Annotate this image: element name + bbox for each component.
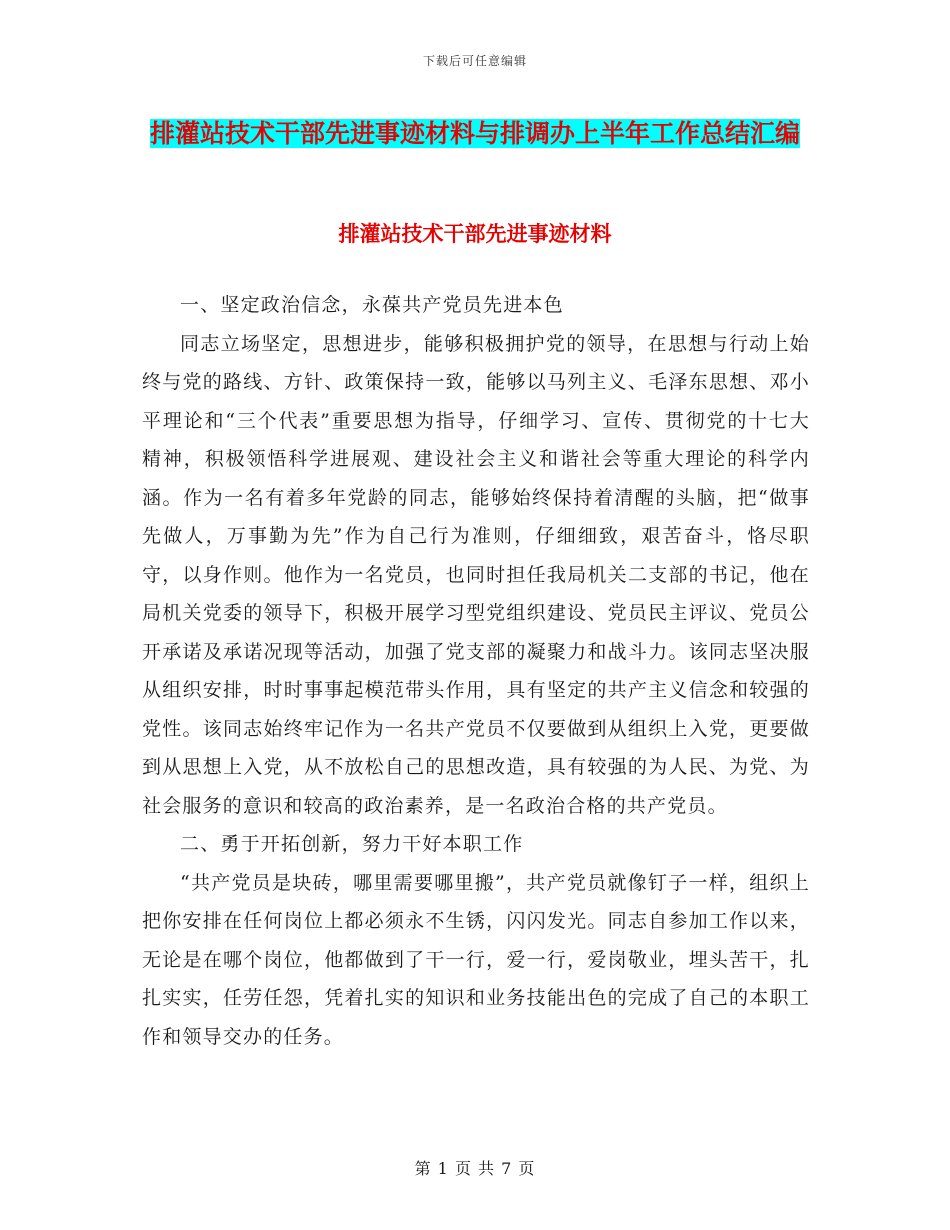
page-number: 第 1 页 共 7 页	[414, 1159, 536, 1178]
document-body	[142, 286, 810, 1056]
header-note: 下载后可任意编辑	[422, 54, 527, 68]
section-heading-1: 一、坚定政治信念，永葆共产党员先进本色	[180, 294, 564, 316]
body-paragraph-1: 同志立场坚定，思想进步，能够积极拥护党的领导，在思想与行动上始终与党的路线、方针、政策保持一致，能够以马列主义、毛泽东思想、邓小平理论和“三个代表”重要思想为指导，仔细学习、宣传、贯彻党的十七大精神，积极领悟科学进展观、建设社会主义和谐社会等重大理论的科学内涵。作为一名有着多年党龄的同志，能够始终保持着清醒的头脑，把“做事先做人，万事勤为先”作为自己行为准则，仔细细致，艰苦奋斗，恪尽职守，以身作则。他作为一名党员，也同时担任我局机关二支部的书记，他在局机关党委的领导下，积极开展学习型党组织建设、党员民主评议、党员公开承诺及承诺况现等活动，加强了党支部的凝聚力和战斗力。该同志坚决服从组织安排，时时事事起模范带头作用，具有坚定的共产主义信念和较强的党性。该同志始终牢记作为一名共产党员不仅要做到从组织上入党，更要做到从思想上入党，从不放松自己的思想改造，具有较强的为人民、为党、为社会服务的意识和较高的政治素养，是一名政治合格的共产党员。	[142, 332, 810, 817]
body-paragraph-2: “共产党员是块砖，哪里需要哪里搬”，共产党员就像钉子一样，组织上把你安排在任何岗位上都必须永不生锈，闪闪发光。同志自参加工作以来，无论是在哪个岗位，他都做到了干一行，爱一行，爱岗敬业，埋头苦干，扎扎实实，任劳任怨，凭着扎实的知识和业务技能出色的完成了自己的本职工作和领导交办的任务。	[142, 871, 810, 1048]
document-title-text: 排灌站技术干部先进事迹材料与排调办上半年工作总结汇编	[150, 119, 801, 148]
section-heading-2: 二、勇于开拓创新，努力干好本职工作	[180, 833, 524, 855]
section-title: 排灌站技术干部先进事迹材料	[338, 222, 612, 246]
document-title	[150, 108, 800, 160]
